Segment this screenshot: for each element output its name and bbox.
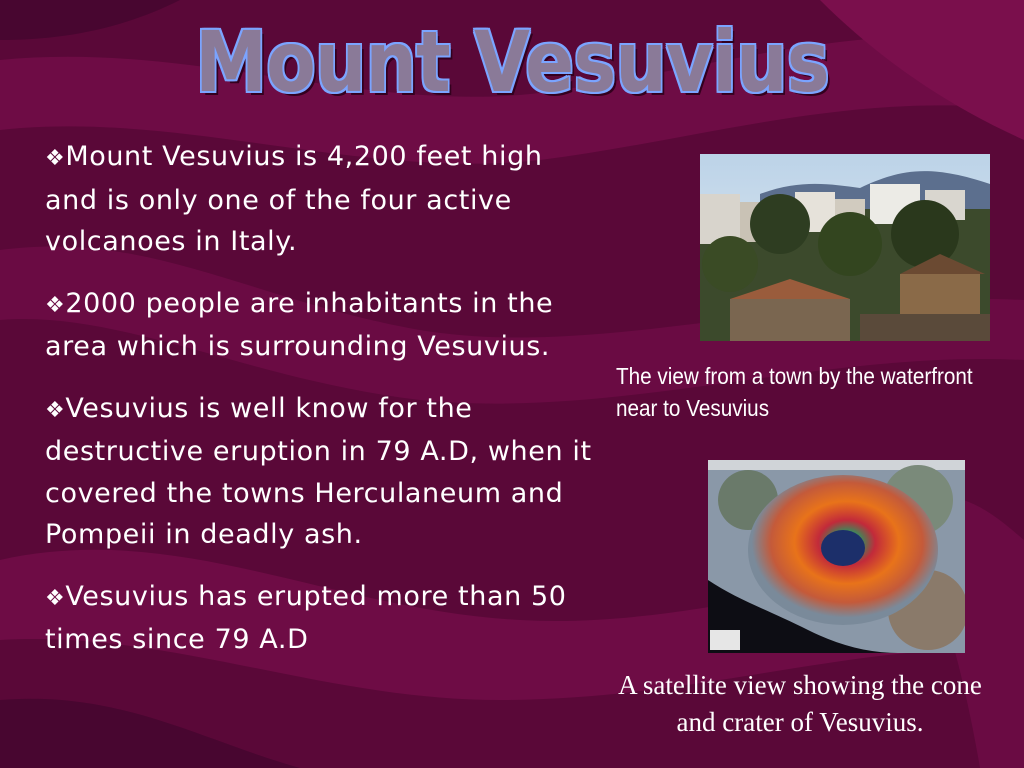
bullet-list [45,136,595,681]
slide-title: Mount Vesuvius [195,13,829,111]
town-waterfront-photo [700,154,990,341]
bullet-item [45,388,595,556]
bullet-diamond-icon: ❖ [45,292,66,318]
bullet-text: Vesuvius is well know for the destructive eruption in 79 A.D, when it covered the towns Herculaneum and Pompeii in deadly ash. [45,392,592,550]
bullet-text: Vesuvius has erupted more than 50 times since 79 A.D [45,580,567,655]
photo-caption: The view from a town by the waterfront near to Vesuvius [616,363,973,421]
bullet-diamond-icon: ❖ [45,585,66,611]
bullet-text: Mount Vesuvius is 4,200 feet high and is only one of the four active volcanoes in Italy. [45,141,543,257]
bullet-diamond-icon: ❖ [45,146,66,171]
satellite-image [708,460,965,653]
bullet-item [45,136,595,263]
bullet-item [45,576,595,661]
satellite-caption: A satellite view showing the cone and crater of Vesuvius. [618,670,982,737]
bullet-item [45,283,595,368]
bullet-text: 2000 people are inhabitants in the area which is surrounding Vesuvius. [45,287,554,362]
bullet-diamond-icon: ❖ [45,397,66,423]
